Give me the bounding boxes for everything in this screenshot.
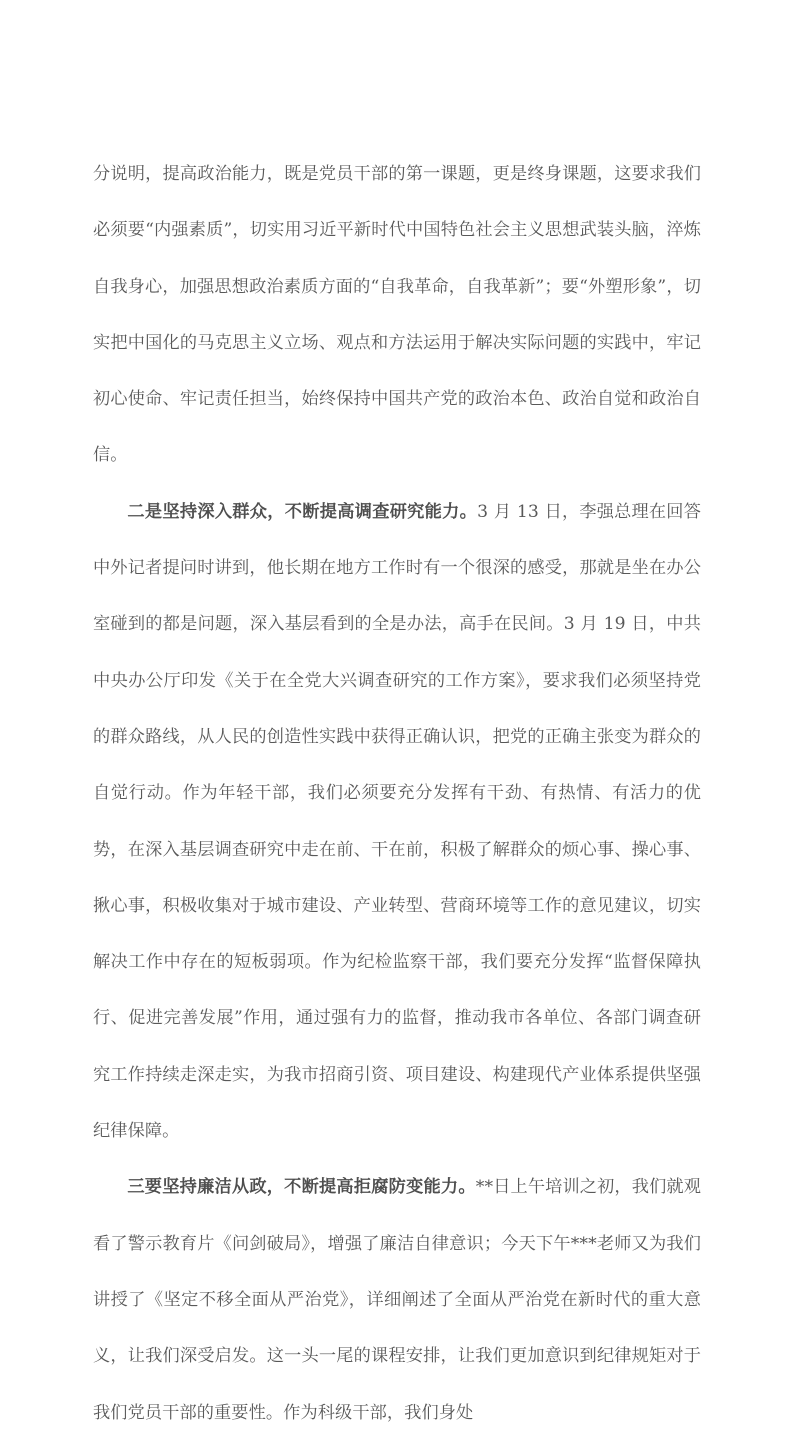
- paragraph-text: 分说明，提高政治能力，既是党员干部的第一课题，更是终身课题，这要求我们必须要“内强素质”，切实用习近平新时代中国特色社会主义思想武装头脑，淬炼自我身心，加强思想政治素质方面的“自我革命，自我革新”；要“外塑形象”，切实把中国化的马克思主义立场、观点和方法运用于解决实际问题的实践中，牢记初心使命、牢记责任担当，始终保持中国共产党的政治本色、政治自觉和政治自信。: [93, 164, 701, 466]
- paragraph-bold-lead: 二是坚持深入群众，不断提高调查研究能力。: [127, 501, 478, 522]
- document-text-body: [93, 146, 701, 1441]
- paragraph-text: 3 月 13 日，李强总理在回答中外记者提问时讲到，他长期在地方工作时有一个很深的感受，那就是坐在办公室碰到的都是问题，深入基层看到的全是办法，高手在民间。3 月 19 日，中共中央办公厅印发《关于在全党大兴调查研究的工作方案》，要求我们必须坚持党的群众路线，从人民的创造性实践中获得正确认识，把党的正确主张变为群众的自觉行动。作为年轻干部，我们必须要充分发挥有干劲、有热情、有活力的优势，在深入基层调查研究中走在前、干在前，积极了解群众的烦心事、操心事、揪心事，积极收集对于城市建设、产业转型、营商环境等工作的意见建议，切实解决工作中存在的短板弱项。作为纪检监察干部，我们要充分发挥“监督保障执行、促进完善发展”作用，通过强有力的监督，推动我市各单位、各部门调查研究工作持续走深走实，为我市招商引资、项目建设、构建现代产业体系提供坚强纪律保障。: [93, 501, 701, 1142]
- paragraph-second-point: [93, 484, 701, 1160]
- paragraph-third-point: [93, 1159, 701, 1440]
- paragraph-bold-lead: 三要坚持廉洁从政，不断提高拒腐防变能力。: [127, 1177, 476, 1198]
- paragraph-continued: [93, 146, 701, 484]
- paragraph-text: **日上午培训之初，我们就观看了警示教育片《问剑破局》，增强了廉洁自律意识；今天下午***老师又为我们讲授了《坚定不移全面从严治党》，详细阐述了全面从严治党在新时代的重大意义，让我们深受启发。这一头一尾的课程安排，让我们更加意识到纪律规矩对于我们党员干部的重要性。作为科级干部，我们身处: [93, 1177, 701, 1423]
